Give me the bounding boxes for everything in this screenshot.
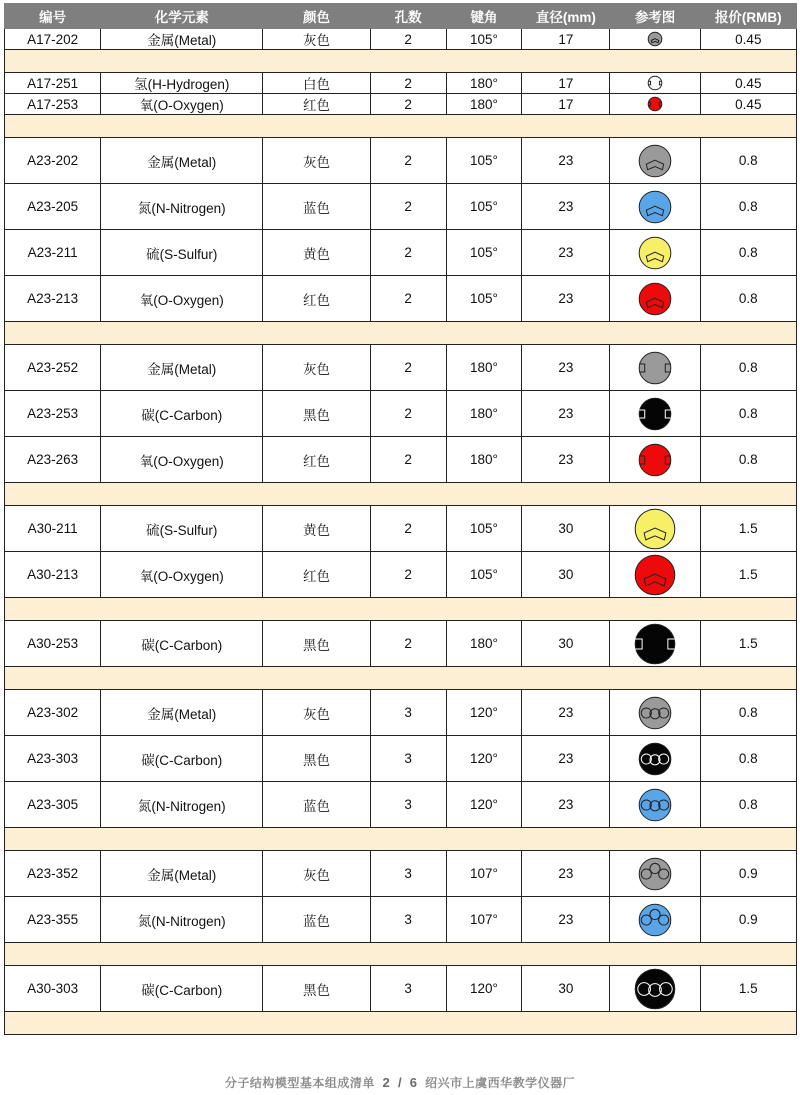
cell-color: 灰色 — [263, 851, 371, 897]
cell-element: 氧(O-Oxygen) — [101, 276, 263, 322]
ball-two-hole-105-icon — [638, 190, 672, 224]
cell-code: A17-251 — [5, 73, 101, 94]
cell-element: 氮(N-Nitrogen) — [101, 184, 263, 230]
cell-holes: 2 — [370, 230, 446, 276]
reference-image-cell — [610, 29, 700, 50]
table-row — [5, 29, 797, 50]
cell-price: 0.8 — [700, 276, 796, 322]
cell-angle: 105° — [446, 230, 522, 276]
reference-image-cell — [610, 138, 700, 184]
cell-angle: 180° — [446, 345, 522, 391]
ball-two-hole-180-icon — [638, 397, 672, 431]
cell-holes: 2 — [370, 506, 446, 552]
cell-color: 黑色 — [263, 736, 371, 782]
cell-element: 金属(Metal) — [101, 851, 263, 897]
page-footer — [0, 1074, 800, 1091]
reference-image-cell — [610, 690, 700, 736]
separator-row — [5, 828, 797, 851]
cell-diameter: 23 — [522, 391, 610, 437]
cell-angle: 107° — [446, 897, 522, 943]
cell-holes: 3 — [370, 736, 446, 782]
cell-code: A30-253 — [5, 621, 101, 667]
cell-angle: 105° — [446, 276, 522, 322]
reference-image-cell — [610, 276, 700, 322]
cell-holes: 2 — [370, 621, 446, 667]
cell-angle: 120° — [446, 690, 522, 736]
cell-diameter: 17 — [522, 29, 610, 50]
cell-code: A23-302 — [5, 690, 101, 736]
cell-diameter: 23 — [522, 437, 610, 483]
ball-three-hole-107-icon — [638, 903, 672, 937]
footer-title: 分子结构模型基本组成清单 — [224, 1076, 375, 1090]
cell-element: 碳(C-Carbon) — [101, 621, 263, 667]
cell-code: A30-303 — [5, 966, 101, 1012]
cell-holes: 2 — [370, 138, 446, 184]
table-row — [5, 897, 797, 943]
table-row — [5, 345, 797, 391]
cell-price: 0.45 — [700, 73, 796, 94]
separator-row — [5, 50, 797, 73]
ball-three-hole-107-icon — [638, 857, 672, 891]
ball-two-hole-180-icon — [647, 75, 663, 91]
table-row — [5, 621, 797, 667]
table-row — [5, 230, 797, 276]
reference-image-cell — [610, 736, 700, 782]
reference-image-cell — [610, 851, 700, 897]
cell-code: A23-202 — [5, 138, 101, 184]
price-list-table — [4, 3, 797, 1035]
separator-cell — [5, 667, 797, 690]
cell-color: 灰色 — [263, 29, 371, 50]
cell-element: 金属(Metal) — [101, 690, 263, 736]
cell-element: 氮(N-Nitrogen) — [101, 782, 263, 828]
cell-color: 黑色 — [263, 621, 371, 667]
cell-diameter: 30 — [522, 621, 610, 667]
cell-color: 蓝色 — [263, 184, 371, 230]
cell-color: 红色 — [263, 94, 371, 115]
cell-diameter: 23 — [522, 230, 610, 276]
cell-code: A23-211 — [5, 230, 101, 276]
cell-color: 白色 — [263, 73, 371, 94]
cell-holes: 2 — [370, 437, 446, 483]
cell-diameter: 23 — [522, 184, 610, 230]
ball-three-hole-120-icon — [638, 696, 672, 730]
cell-diameter: 30 — [522, 506, 610, 552]
cell-diameter: 23 — [522, 138, 610, 184]
ball-three-hole-120-icon — [638, 788, 672, 822]
cell-code: A23-263 — [5, 437, 101, 483]
cell-code: A17-253 — [5, 94, 101, 115]
cell-color: 黑色 — [263, 966, 371, 1012]
footer-page-number: 2 — [382, 1075, 391, 1090]
cell-element: 碳(C-Carbon) — [101, 966, 263, 1012]
footer-company: 绍兴市上虞西华教学仪器厂 — [425, 1076, 576, 1090]
cell-angle: 180° — [446, 73, 522, 94]
reference-image-cell — [610, 184, 700, 230]
table-row — [5, 966, 797, 1012]
cell-diameter: 23 — [522, 276, 610, 322]
cell-diameter: 23 — [522, 897, 610, 943]
cell-element: 金属(Metal) — [101, 138, 263, 184]
table-row — [5, 736, 797, 782]
cell-holes: 2 — [370, 391, 446, 437]
cell-diameter: 30 — [522, 552, 610, 598]
table-body — [5, 29, 797, 1035]
footer-page-total: 6 — [409, 1075, 418, 1090]
cell-element: 氮(N-Nitrogen) — [101, 897, 263, 943]
table-row — [5, 94, 797, 115]
cell-diameter: 23 — [522, 736, 610, 782]
cell-holes: 3 — [370, 966, 446, 1012]
cell-element: 金属(Metal) — [101, 29, 263, 50]
ball-two-hole-180-icon — [647, 96, 663, 112]
header-row — [5, 4, 797, 29]
reference-image-cell — [610, 94, 700, 115]
cell-diameter: 23 — [522, 690, 610, 736]
separator-row — [5, 483, 797, 506]
table-row — [5, 276, 797, 322]
cell-element: 碳(C-Carbon) — [101, 391, 263, 437]
cell-code: A23-352 — [5, 851, 101, 897]
reference-image-cell — [610, 552, 700, 598]
cell-angle: 120° — [446, 966, 522, 1012]
separator-cell — [5, 115, 797, 138]
cell-code: A23-205 — [5, 184, 101, 230]
cell-price: 0.8 — [700, 184, 796, 230]
cell-price: 0.8 — [700, 138, 796, 184]
cell-element: 氧(O-Oxygen) — [101, 437, 263, 483]
header-element: 化学元素 — [101, 4, 263, 29]
reference-image-cell — [610, 897, 700, 943]
cell-color: 蓝色 — [263, 897, 371, 943]
separator-row — [5, 115, 797, 138]
ball-two-hole-105-icon — [634, 554, 676, 596]
reference-image-cell — [610, 345, 700, 391]
header-color: 颜色 — [263, 4, 371, 29]
header-code: 编号 — [5, 4, 101, 29]
cell-code: A17-202 — [5, 29, 101, 50]
cell-holes: 3 — [370, 851, 446, 897]
cell-price: 0.9 — [700, 897, 796, 943]
ball-two-hole-105-icon — [634, 508, 676, 550]
reference-image-cell — [610, 621, 700, 667]
cell-element: 氧(O-Oxygen) — [101, 94, 263, 115]
cell-color: 红色 — [263, 276, 371, 322]
cell-angle: 180° — [446, 391, 522, 437]
cell-price: 0.45 — [700, 29, 796, 50]
cell-angle: 105° — [446, 506, 522, 552]
cell-angle: 180° — [446, 94, 522, 115]
cell-code: A23-303 — [5, 736, 101, 782]
table-row — [5, 782, 797, 828]
cell-holes: 2 — [370, 276, 446, 322]
cell-price: 0.8 — [700, 690, 796, 736]
cell-holes: 2 — [370, 345, 446, 391]
cell-diameter: 17 — [522, 94, 610, 115]
reference-image-cell — [610, 437, 700, 483]
cell-price: 1.5 — [700, 506, 796, 552]
cell-color: 灰色 — [263, 138, 371, 184]
reference-image-cell — [610, 782, 700, 828]
cell-angle: 120° — [446, 782, 522, 828]
header-diameter: 直径(mm) — [522, 4, 610, 29]
cell-color: 灰色 — [263, 690, 371, 736]
cell-angle: 107° — [446, 851, 522, 897]
cell-diameter: 23 — [522, 851, 610, 897]
header-angle: 键角 — [446, 4, 522, 29]
cell-holes: 3 — [370, 782, 446, 828]
table-row — [5, 73, 797, 94]
header-price: 报价(RMB) — [700, 4, 796, 29]
cell-price: 1.5 — [700, 966, 796, 1012]
separator-row — [5, 322, 797, 345]
cell-code: A23-253 — [5, 391, 101, 437]
table-row — [5, 184, 797, 230]
reference-image-cell — [610, 966, 700, 1012]
table-row — [5, 391, 797, 437]
cell-angle: 105° — [446, 138, 522, 184]
cell-angle: 105° — [446, 184, 522, 230]
ball-two-hole-105-icon — [638, 282, 672, 316]
cell-color: 蓝色 — [263, 782, 371, 828]
separator-cell — [5, 1012, 797, 1035]
cell-code: A30-213 — [5, 552, 101, 598]
cell-element: 硫(S-Sulfur) — [101, 230, 263, 276]
table-row — [5, 138, 797, 184]
cell-price: 0.45 — [700, 94, 796, 115]
cell-code: A23-252 — [5, 345, 101, 391]
separator-row — [5, 598, 797, 621]
cell-diameter: 30 — [522, 966, 610, 1012]
cell-angle: 105° — [446, 29, 522, 50]
cell-element: 硫(S-Sulfur) — [101, 506, 263, 552]
cell-color: 红色 — [263, 552, 371, 598]
separator-row — [5, 943, 797, 966]
header-reference-image: 参考图 — [610, 4, 700, 29]
ball-three-hole-120-icon — [634, 968, 676, 1010]
ball-two-hole-105-icon — [647, 31, 663, 47]
cell-code: A23-305 — [5, 782, 101, 828]
separator-cell — [5, 483, 797, 506]
reference-image-cell — [610, 506, 700, 552]
cell-price: 0.8 — [700, 230, 796, 276]
cell-angle: 180° — [446, 437, 522, 483]
cell-color: 黑色 — [263, 391, 371, 437]
separator-cell — [5, 598, 797, 621]
header-holes: 孔数 — [370, 4, 446, 29]
ball-two-hole-180-icon — [638, 351, 672, 385]
separator-row — [5, 667, 797, 690]
cell-code: A23-213 — [5, 276, 101, 322]
cell-holes: 3 — [370, 897, 446, 943]
reference-image-cell — [610, 230, 700, 276]
cell-diameter: 17 — [522, 73, 610, 94]
cell-element: 氧(O-Oxygen) — [101, 552, 263, 598]
ball-two-hole-180-icon — [638, 443, 672, 477]
cell-diameter: 23 — [522, 345, 610, 391]
cell-price: 0.8 — [700, 736, 796, 782]
table-row — [5, 851, 797, 897]
cell-element: 碳(C-Carbon) — [101, 736, 263, 782]
cell-code: A30-211 — [5, 506, 101, 552]
cell-price: 1.5 — [700, 552, 796, 598]
separator-cell — [5, 943, 797, 966]
reference-image-cell — [610, 391, 700, 437]
cell-price: 0.8 — [700, 391, 796, 437]
cell-color: 黄色 — [263, 230, 371, 276]
separator-row — [5, 1012, 797, 1035]
cell-diameter: 23 — [522, 782, 610, 828]
cell-color: 红色 — [263, 437, 371, 483]
ball-three-hole-120-icon — [638, 742, 672, 776]
cell-angle: 180° — [446, 621, 522, 667]
separator-cell — [5, 322, 797, 345]
ball-two-hole-105-icon — [638, 144, 672, 178]
cell-element: 氢(H-Hydrogen) — [101, 73, 263, 94]
cell-holes: 2 — [370, 552, 446, 598]
cell-price: 0.9 — [700, 851, 796, 897]
cell-element: 金属(Metal) — [101, 345, 263, 391]
table-row — [5, 437, 797, 483]
separator-cell — [5, 50, 797, 73]
table-row — [5, 552, 797, 598]
reference-image-cell — [610, 73, 700, 94]
footer-page-separator: / — [397, 1075, 403, 1090]
cell-price: 0.8 — [700, 782, 796, 828]
cell-holes: 2 — [370, 184, 446, 230]
table-row — [5, 690, 797, 736]
cell-holes: 2 — [370, 94, 446, 115]
cell-code: A23-355 — [5, 897, 101, 943]
cell-holes: 2 — [370, 29, 446, 50]
ball-two-hole-105-icon — [638, 236, 672, 270]
ball-two-hole-180-icon — [634, 623, 676, 665]
cell-holes: 2 — [370, 73, 446, 94]
cell-color: 黄色 — [263, 506, 371, 552]
table-row — [5, 506, 797, 552]
cell-angle: 120° — [446, 736, 522, 782]
cell-price: 0.8 — [700, 437, 796, 483]
separator-cell — [5, 828, 797, 851]
cell-angle: 105° — [446, 552, 522, 598]
cell-price: 0.8 — [700, 345, 796, 391]
cell-price: 1.5 — [700, 621, 796, 667]
cell-holes: 3 — [370, 690, 446, 736]
cell-color: 灰色 — [263, 345, 371, 391]
